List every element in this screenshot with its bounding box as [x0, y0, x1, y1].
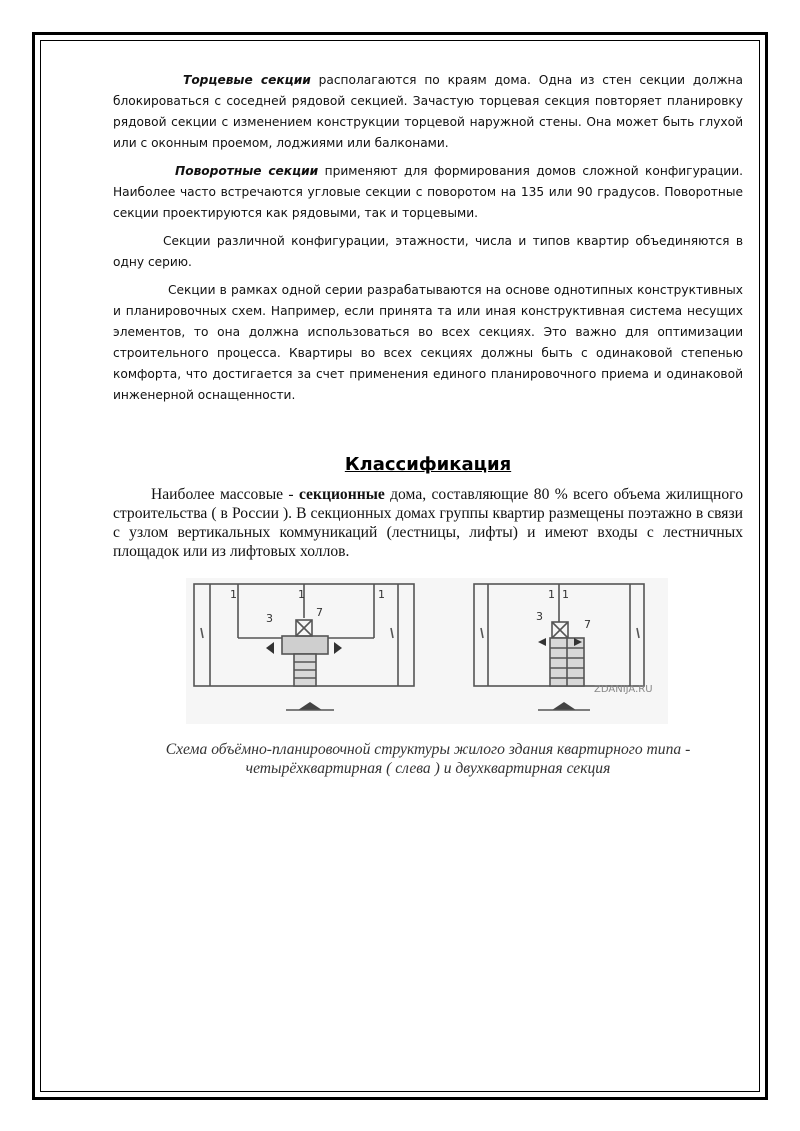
label-1-a: 1: [230, 588, 237, 601]
figure-caption-line-1: Схема объёмно-планировочной структуры жилого здания квартирного типа -: [165, 741, 691, 758]
document-body: [113, 70, 743, 561]
figure-caption-line-2: четырёхквартирная ( слева ) и двухквартирная секция: [245, 760, 611, 777]
paragraph-turn-sections: [113, 161, 743, 224]
paragraph-turn-sections-text: применяют для формирования домов сложной конфигурации. Наиболее часто встречаются угловые секции с поворотом на 135 или 90 градусов. Поворотные секции проектируются как рядовыми, так и торцевыми.: [113, 164, 743, 220]
four-apartment-section-plan: [194, 584, 414, 710]
section-plan-figure: [186, 578, 668, 724]
term-end-sections: Торцевые секции: [183, 73, 311, 87]
classification-paragraph: [113, 485, 743, 561]
paragraph-schemes: Секции в рамках одной серии разрабатываются на основе однотипных конструктивных и планировочных схем. Например, если принята та или иная конструктивная система несущих элементов, то она должна использоваться во всех секциях. Это важно для оптимизации строительного процесса. Квартиры во всех секциях должны быть с одинаковой степенью комфорта, что достигается за счет применения единого планировочного приема и одинаковой инженерной оснащенности.: [113, 283, 743, 402]
label-3-left: 3: [266, 612, 273, 625]
classification-lead: Наиболее массовые -: [151, 486, 299, 503]
paragraph-series: Секции различной конфигурации, этажности, числа и типов квартир объединяются в одну серию.: [113, 234, 743, 269]
figure-watermark: ZDANIJA.RU: [594, 684, 653, 695]
label-1-c: 1: [378, 588, 385, 601]
classification-rest: дома, составляющие 80 % всего объема жилищного строительства ( в России ). В секционных домах группы квартир размещены поэтажно в связи с узлом вертикальных коммуникаций (лестницы, лифты) и имеют входы с лестничных площадок или из лифтовых холлов.: [113, 486, 743, 560]
figure-caption: [113, 740, 743, 778]
paragraph-end-sections-text: располагаются по краям дома. Одна из стен секции должна блокироваться с соседней рядовой секцией. Зачастую торцевая секция повторяет планировку рядовой секции с изменением конструкции торцевой наружной стены. Она может быть глухой или с оконным проемом, лоджиями или балконами.: [113, 73, 743, 150]
section-plan-drawing: [186, 578, 668, 724]
term-turn-sections: Поворотные секции: [175, 164, 319, 178]
label-1-d: 1: [548, 588, 555, 601]
classification-heading: Классификация: [344, 454, 512, 475]
label-7-left: 7: [316, 606, 323, 619]
paragraph-end-sections: [113, 70, 743, 154]
label-1-b: 1: [298, 588, 305, 601]
label-3-right: 3: [536, 610, 543, 623]
label-1-e: 1: [562, 588, 569, 601]
label-7-right: 7: [584, 618, 591, 631]
classification-bold-term: секционные: [298, 486, 385, 503]
